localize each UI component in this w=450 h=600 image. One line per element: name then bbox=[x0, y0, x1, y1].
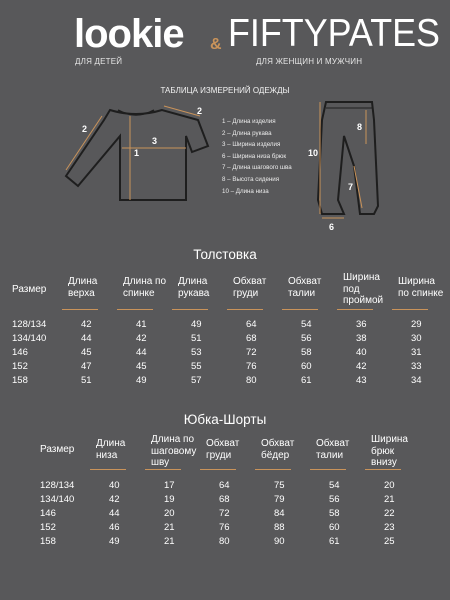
legend-item: 2 – Длина рукава bbox=[222, 129, 272, 137]
table1-value-cell: 41 bbox=[136, 319, 147, 330]
sweatshirt-diagram bbox=[58, 96, 218, 214]
table2-value-cell: 40 bbox=[109, 480, 120, 491]
table1-size-cell: 146 bbox=[12, 347, 28, 358]
table1-value-cell: 56 bbox=[301, 333, 312, 344]
legend-item: 7 – Длина шагового шва bbox=[222, 164, 292, 172]
fiftypates-logo: FIFTYPATES bbox=[228, 12, 440, 55]
table1-value-cell: 64 bbox=[246, 319, 257, 330]
table1-value-cell: 34 bbox=[411, 375, 422, 386]
table2-header-rule bbox=[365, 469, 401, 470]
lookie-subtitle: ДЛЯ ДЕТЕЙ bbox=[75, 57, 123, 66]
table2-header-rule bbox=[90, 469, 126, 470]
table2-value-cell: 25 bbox=[384, 536, 395, 547]
table1-value-cell: 49 bbox=[191, 319, 202, 330]
pants-label-10: 10 bbox=[308, 148, 319, 158]
table1-value-cell: 58 bbox=[301, 347, 312, 358]
table1-header-back-width: Ширина по спинке bbox=[398, 276, 444, 299]
table1-value-cell: 51 bbox=[191, 333, 202, 344]
table1-header-rule bbox=[117, 309, 153, 310]
table2-header-waist: Обхват талии bbox=[316, 438, 350, 461]
table1-value-cell: 40 bbox=[356, 347, 367, 358]
shirt-label-3: 3 bbox=[152, 136, 158, 146]
legend-item: 6 – Ширина низа брюк bbox=[222, 152, 287, 160]
table1-value-cell: 33 bbox=[411, 361, 422, 372]
table2-value-cell: 75 bbox=[274, 480, 285, 491]
shirt-label-2a: 2 bbox=[82, 124, 88, 134]
table2-value-cell: 42 bbox=[109, 494, 120, 505]
table1-value-cell: 61 bbox=[301, 375, 312, 386]
table1-value-cell: 72 bbox=[246, 347, 257, 358]
table2-value-cell: 22 bbox=[384, 508, 395, 519]
table1-value-cell: 45 bbox=[136, 361, 147, 372]
table1-header-rule bbox=[282, 309, 318, 310]
table1-header-rule bbox=[172, 309, 208, 310]
lookie-logo: lookie bbox=[74, 12, 184, 56]
shirt-label-2b: 2 bbox=[197, 106, 203, 116]
table1-value-cell: 54 bbox=[301, 319, 312, 330]
table2-header-inseam: Длина по шаговому шву bbox=[151, 434, 197, 468]
table1-value-cell: 47 bbox=[81, 361, 92, 372]
table1-value-cell: 80 bbox=[246, 375, 257, 386]
table2-value-cell: 19 bbox=[164, 494, 175, 505]
table1-value-cell: 36 bbox=[356, 319, 367, 330]
table1-size-cell: 152 bbox=[12, 361, 28, 372]
table2-value-cell: 64 bbox=[219, 480, 230, 491]
table1-value-cell: 38 bbox=[356, 333, 367, 344]
table1-header-rule bbox=[62, 309, 98, 310]
table1-header-waist: Обхват талии bbox=[288, 276, 322, 299]
measure-title: ТАБЛИЦА ИЗМЕРЕНИЙ ОДЕЖДЫ bbox=[160, 86, 290, 95]
table2-size-cell: 152 bbox=[40, 522, 56, 533]
table2-size-header: Размер bbox=[40, 444, 75, 455]
table2-value-cell: 49 bbox=[109, 536, 120, 547]
table2-value-cell: 68 bbox=[219, 494, 230, 505]
legend-item: 1 – Длина изделия bbox=[222, 118, 276, 125]
table2-size-cell: 128/134 bbox=[40, 480, 75, 491]
table1-value-cell: 42 bbox=[81, 319, 92, 330]
table2-size-cell: 134/140 bbox=[40, 494, 75, 505]
table1-value-cell: 44 bbox=[136, 347, 147, 358]
table1-header-top-length: Длина верха bbox=[68, 276, 98, 299]
table1-value-cell: 29 bbox=[411, 319, 422, 330]
table1-value-cell: 30 bbox=[411, 333, 422, 344]
fiftypates-subtitle: ДЛЯ ЖЕНЩИН И МУЖЧИН bbox=[256, 57, 363, 66]
table1-header-sleeve-length: Длина рукава bbox=[178, 276, 210, 299]
table1-value-cell: 43 bbox=[356, 375, 367, 386]
table2-header-rule bbox=[310, 469, 346, 470]
table1-header-back-length: Длина по спинке bbox=[123, 276, 167, 299]
table2-value-cell: 46 bbox=[109, 522, 120, 533]
table1-value-cell: 57 bbox=[191, 375, 202, 386]
pants-diagram bbox=[304, 96, 394, 236]
table1-value-cell: 49 bbox=[136, 375, 147, 386]
legend-item: 8 – Высота сидения bbox=[222, 175, 280, 183]
table2-value-cell: 17 bbox=[164, 480, 175, 491]
table2-value-cell: 21 bbox=[164, 522, 175, 533]
table2-header-rule bbox=[200, 469, 236, 470]
legend-item: 3 – Ширина изделия bbox=[222, 141, 281, 149]
table1-value-cell: 55 bbox=[191, 361, 202, 372]
table1-value-cell: 42 bbox=[136, 333, 147, 344]
table2-value-cell: 58 bbox=[329, 508, 340, 519]
table1-size-cell: 128/134 bbox=[12, 319, 47, 330]
table1-size-cell: 158 bbox=[12, 375, 28, 386]
table1-value-cell: 44 bbox=[81, 333, 92, 344]
table1-value-cell: 68 bbox=[246, 333, 257, 344]
pants-label-6: 6 bbox=[329, 222, 335, 232]
table1-value-cell: 60 bbox=[301, 361, 312, 372]
table2-value-cell: 80 bbox=[219, 536, 230, 547]
table2-value-cell: 20 bbox=[384, 480, 395, 491]
table2-value-cell: 44 bbox=[109, 508, 120, 519]
table2-value-cell: 76 bbox=[219, 522, 230, 533]
table1-header-armhole-width: Ширина под проймой bbox=[343, 272, 384, 306]
table1-header-rule bbox=[337, 309, 373, 310]
table2-value-cell: 61 bbox=[329, 536, 340, 547]
table2-header-rule bbox=[255, 469, 291, 470]
table2-value-cell: 90 bbox=[274, 536, 285, 547]
pants-label-8: 8 bbox=[357, 122, 363, 132]
table2-value-cell: 88 bbox=[274, 522, 285, 533]
table2-value-cell: 60 bbox=[329, 522, 340, 533]
table2-value-cell: 72 bbox=[219, 508, 230, 519]
table2-header-hem-width: Ширина брюк внизу bbox=[371, 434, 408, 468]
table2-header-chest: Обхват груди bbox=[206, 438, 240, 461]
shoulder-line bbox=[164, 106, 203, 116]
table2-size-cell: 158 bbox=[40, 536, 56, 547]
table2-header-rule bbox=[145, 469, 181, 470]
shirt-label-1: 1 bbox=[134, 148, 140, 158]
table2-title: Юбка-Шорты bbox=[183, 412, 267, 427]
table1-value-cell: 53 bbox=[191, 347, 202, 358]
pants-label-7: 7 bbox=[348, 182, 354, 192]
table1-value-cell: 45 bbox=[81, 347, 92, 358]
legend bbox=[222, 116, 292, 197]
table1-value-cell: 42 bbox=[356, 361, 367, 372]
legend-item: 10 – Длина низа bbox=[222, 187, 269, 195]
table1-size-cell: 134/140 bbox=[12, 333, 47, 344]
table2-value-cell: 79 bbox=[274, 494, 285, 505]
table1-title: Толстовка bbox=[193, 247, 257, 262]
table1-value-cell: 31 bbox=[411, 347, 422, 358]
table1-header-chest: Обхват груди bbox=[233, 276, 267, 299]
table2-value-cell: 56 bbox=[329, 494, 340, 505]
table2-value-cell: 21 bbox=[164, 536, 175, 547]
table1-value-cell: 76 bbox=[246, 361, 257, 372]
table1-header-rule bbox=[227, 309, 263, 310]
table2-value-cell: 21 bbox=[384, 494, 395, 505]
table1-size-header: Размер bbox=[12, 284, 47, 295]
table2-header-hips: Обхват бёдер bbox=[261, 438, 295, 461]
table1-value-cell: 51 bbox=[81, 375, 92, 386]
table2-value-cell: 23 bbox=[384, 522, 395, 533]
table2-value-cell: 20 bbox=[164, 508, 175, 519]
table2-header-bottom-length: Длина низа bbox=[96, 438, 126, 461]
ampersand: & bbox=[210, 36, 222, 53]
table2-value-cell: 84 bbox=[274, 508, 285, 519]
table2-size-cell: 146 bbox=[40, 508, 56, 519]
table2-value-cell: 54 bbox=[329, 480, 340, 491]
table1-header-rule bbox=[392, 309, 428, 310]
